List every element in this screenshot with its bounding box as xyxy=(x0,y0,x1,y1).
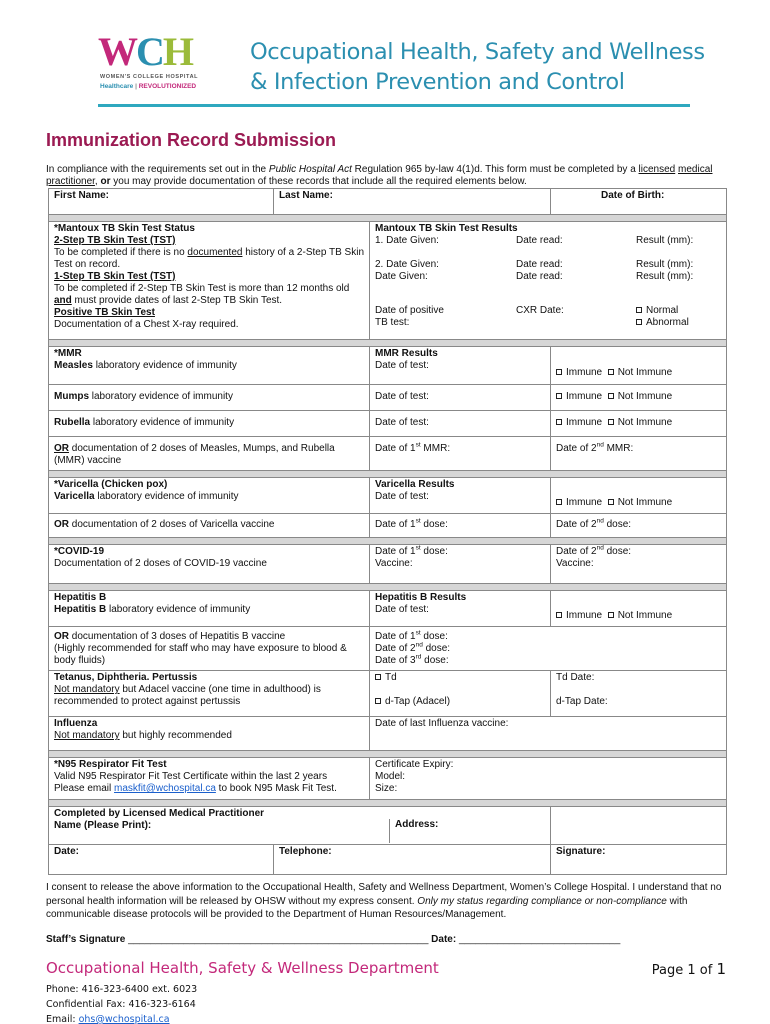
varicella-immune-cell xyxy=(551,478,727,514)
hepb-cell xyxy=(49,591,370,627)
tb-two-step-desc xyxy=(54,247,364,271)
immune-option[interactable] xyxy=(556,367,602,378)
intro-part: , xyxy=(94,176,101,187)
text-part: To be completed if 2-Step TB Skin Test is more than 12 months old xyxy=(54,283,350,294)
tb-one-step-desc xyxy=(54,283,364,307)
page-number xyxy=(652,960,726,978)
logo-tagline xyxy=(100,83,196,90)
spacer-row xyxy=(49,215,727,222)
spacer-row xyxy=(49,538,727,545)
practitioner-address-field[interactable]: Address: xyxy=(389,819,438,843)
department-title-line1: Occupational Health, Safety and Wellness xyxy=(250,39,705,65)
abnormal-option[interactable] xyxy=(636,317,689,329)
covid-dose1-cell xyxy=(370,545,551,584)
immune-label: Immune xyxy=(566,417,603,428)
text-part: dose: xyxy=(421,655,449,666)
spacer-cell xyxy=(49,471,727,478)
practitioner-date-field[interactable]: Date: xyxy=(49,845,274,875)
intro-act: Public Hospital Act xyxy=(268,164,352,175)
hepb-immune-cell xyxy=(551,591,727,627)
varicella-dose1-field[interactable] xyxy=(370,514,551,538)
measles-label: Measles xyxy=(54,360,93,371)
spacer-cell xyxy=(49,340,727,347)
immune-label: Immune xyxy=(566,497,603,508)
text-sup: st xyxy=(415,441,421,449)
text-part: laboratory evidence of immunity xyxy=(89,391,233,402)
gap xyxy=(375,247,721,259)
not-immune-option[interactable] xyxy=(608,367,672,378)
flu-title: Influenza xyxy=(54,718,98,729)
practitioner-telephone-field[interactable]: Telephone: xyxy=(274,845,551,875)
checkbox-icon[interactable] xyxy=(636,307,642,313)
text-part: Date of 2 xyxy=(375,643,416,654)
checkbox-icon[interactable] xyxy=(636,319,642,325)
varicella-doses-cell xyxy=(49,514,370,538)
immune-option[interactable] xyxy=(556,610,602,621)
intro-or: or xyxy=(100,176,111,187)
text-part: Date of 2 xyxy=(556,519,597,530)
text-sup: nd xyxy=(596,544,604,552)
staff-date-label: Date: xyxy=(431,934,457,945)
department-title-line2: & Infection Prevention and Control xyxy=(250,69,625,95)
text-part: dose: xyxy=(420,519,448,530)
not-immune-label: Not Immune xyxy=(617,497,673,508)
covid-vaccine2-field[interactable]: Vaccine: xyxy=(556,558,594,569)
checkbox-icon[interactable] xyxy=(556,499,562,505)
mumps-row xyxy=(49,385,727,411)
logo-hospital-name: WOMEN'S COLLEGE HOSPITAL xyxy=(100,74,199,80)
logo-mark xyxy=(98,29,193,74)
measles-immune-cell xyxy=(551,347,727,385)
spacer-cell xyxy=(49,538,727,545)
maskfit-email-link[interactable]: maskfit@wchospital.ca xyxy=(114,783,216,794)
text-part: must provide dates of last 2-Step TB Skin Test. xyxy=(71,295,283,306)
immunization-table xyxy=(48,188,727,875)
varicella-desc xyxy=(54,491,364,503)
or-label: OR xyxy=(54,519,69,530)
n95-title: *N95 Respirator Fit Test xyxy=(54,759,167,770)
spacer-cell xyxy=(49,584,727,591)
positive-date-field[interactable] xyxy=(375,305,516,329)
practitioner-fields xyxy=(54,820,550,843)
text-part: Please email xyxy=(54,783,115,794)
abnormal-label: Abnormal xyxy=(646,317,689,328)
spacer-cell xyxy=(49,215,727,222)
covid-dose1-field[interactable] xyxy=(375,546,545,558)
tb-positive-title: Positive TB Skin Test xyxy=(54,307,155,318)
immune-label: Immune xyxy=(566,367,603,378)
rubella-row xyxy=(49,411,727,437)
varicella-date-cell xyxy=(370,478,551,514)
date-of-test-field[interactable]: Date of test: xyxy=(375,360,429,371)
measles-desc xyxy=(54,360,364,372)
immune-option[interactable] xyxy=(556,391,602,402)
intro-part: In compliance with the requirements set out in the xyxy=(46,164,269,175)
checkbox-icon[interactable] xyxy=(556,393,562,399)
text-part: but highly recommended xyxy=(119,730,232,741)
checkbox-icon[interactable] xyxy=(375,698,381,704)
spacer-cell xyxy=(49,800,727,807)
hepb-dose1-field[interactable] xyxy=(375,631,721,643)
tdap-cell xyxy=(49,671,370,717)
rubella-immune-cell xyxy=(551,411,727,437)
covid-desc: Documentation of 2 doses of COVID-19 vaccine xyxy=(54,558,267,569)
measles-date-cell xyxy=(370,347,551,385)
ohs-email-link[interactable]: ohs@wchospital.ca xyxy=(78,1014,170,1024)
or-label: OR xyxy=(54,631,69,642)
tagline-revolutionized: REVOLUTIONIZED xyxy=(138,83,197,90)
n95-cell xyxy=(49,758,370,800)
date-read-field[interactable]: Date read: xyxy=(516,259,563,270)
text-part: To be completed if there is no xyxy=(54,247,188,258)
not-mandatory-label: Not mandatory xyxy=(54,730,120,741)
last-name-field[interactable]: Last Name: xyxy=(274,189,551,215)
varicella-label: Varicella xyxy=(54,491,95,502)
flu-desc xyxy=(54,730,364,742)
text-part: laboratory evidence of immunity xyxy=(94,491,239,502)
date-read-field[interactable]: Date read: xyxy=(516,235,563,246)
text-sup: st xyxy=(415,629,421,637)
text-sup: st xyxy=(415,517,421,525)
model-field[interactable]: Model: xyxy=(375,771,406,782)
hepb-dose2-field[interactable] xyxy=(375,643,721,655)
mmr-date2-field[interactable] xyxy=(551,437,727,471)
footer-phone: Phone: 416-323-6400 ext. 6023 xyxy=(46,984,198,995)
text-part: to book N95 Mask Fit Test. xyxy=(215,783,337,794)
text-part: Page 1 of xyxy=(651,963,717,978)
tb-row xyxy=(49,222,727,340)
text-part: but Adacel vaccine (one time in adulthood) is recommended to protect against pertussis xyxy=(54,684,321,707)
practitioner-name-cell xyxy=(49,807,551,845)
not-immune-label: Not Immune xyxy=(617,391,673,402)
practitioner-name-field[interactable]: Name (Please Print): xyxy=(54,820,152,831)
wch-logo xyxy=(98,29,228,94)
normal-option[interactable] xyxy=(636,305,689,317)
dtap-option[interactable] xyxy=(375,696,545,708)
tb-result-3 xyxy=(375,271,721,283)
normal-label: Normal xyxy=(646,305,679,316)
checkbox-icon[interactable] xyxy=(608,393,614,399)
text-part: dose: xyxy=(420,546,448,557)
positive-date-label2: TB test: xyxy=(375,317,410,328)
n95-fields-cell xyxy=(370,758,727,800)
not-immune-option[interactable] xyxy=(608,610,672,621)
cxr-result xyxy=(636,305,689,329)
intro-text xyxy=(46,164,726,188)
hepb-doses-cell xyxy=(49,627,370,671)
rubella-label: Rubella xyxy=(54,417,91,428)
not-immune-label: Not Immune xyxy=(617,367,673,378)
text-part: Date of 1 xyxy=(375,546,416,557)
text-part: with communicable disease protocols will be provided to the Department of Human Resources/Management. xyxy=(46,895,688,920)
checkbox-icon[interactable] xyxy=(608,369,614,375)
checkbox-icon[interactable] xyxy=(375,674,381,680)
mmr-doses-row xyxy=(49,437,727,471)
footer-contact xyxy=(46,982,197,1024)
footer-email xyxy=(46,1012,197,1024)
date-of-test-field[interactable]: Date of test: xyxy=(370,385,551,411)
tb-one-step-title: 1-Step TB Skin Test (TST) xyxy=(54,271,176,282)
mumps-cell xyxy=(49,385,370,411)
date-given-field[interactable]: Date Given: xyxy=(375,271,428,282)
varicella-dose2-field[interactable] xyxy=(551,514,727,538)
text-part: laboratory evidence of immunity xyxy=(106,604,251,615)
not-immune-option[interactable] xyxy=(608,391,672,402)
tb-results-cell xyxy=(370,222,727,340)
text-italic: Only my status regarding compliance or non-compliance xyxy=(417,895,667,907)
staff-date-field[interactable]: _____________________________ xyxy=(458,934,621,945)
text-underline: documented xyxy=(187,247,243,258)
mmr-title: *MMR xyxy=(54,348,82,359)
hepb-desc xyxy=(54,604,364,616)
spacer-row xyxy=(49,340,727,347)
tb-two-step-title: 2-Step TB Skin Test (TST) xyxy=(54,235,176,246)
checkbox-icon[interactable] xyxy=(556,419,562,425)
covid-row xyxy=(49,545,727,584)
address-extension-cell xyxy=(551,807,727,845)
checkbox-icon[interactable] xyxy=(608,419,614,425)
logo-letter-c: C xyxy=(136,29,163,74)
td-option[interactable] xyxy=(375,672,545,696)
spacer-cell xyxy=(49,751,727,758)
text-part: documentation of 2 doses of Varicella vaccine xyxy=(69,519,275,530)
hepb-results-title: Hepatitis B Results xyxy=(375,592,467,603)
mmr-date1-field[interactable] xyxy=(370,437,551,471)
checkbox-icon[interactable] xyxy=(556,369,562,375)
text-sup: nd xyxy=(596,441,604,449)
text-part: dose: xyxy=(603,546,632,557)
practitioner-signature-field[interactable]: Signature: xyxy=(551,845,727,875)
practitioner-sign-row xyxy=(49,845,727,875)
varicella-title: *Varicella (Chicken pox) xyxy=(54,479,168,490)
covid-vaccine1-field[interactable]: Vaccine: xyxy=(375,558,413,569)
page-header xyxy=(0,0,770,115)
tdap-row xyxy=(49,671,727,717)
date-of-test-field[interactable]: Date of test: xyxy=(375,491,429,502)
text-sup: nd xyxy=(415,641,423,649)
hepb-date-cell xyxy=(370,591,551,627)
mmr-results-title: MMR Results xyxy=(375,348,438,359)
tb-result-2 xyxy=(375,259,721,271)
text-part: dose: xyxy=(603,519,632,530)
tagline-healthcare: Healthcare xyxy=(100,83,134,90)
td-date-field[interactable]: Td Date: xyxy=(556,672,595,683)
hepb-doses-row xyxy=(49,627,727,671)
text-part: Date of 1 xyxy=(375,631,416,642)
measles-row xyxy=(49,347,727,385)
not-mandatory-label: Not mandatory xyxy=(54,684,120,695)
hepb-or-line xyxy=(54,631,364,643)
not-immune-label: Not Immune xyxy=(617,610,673,621)
practitioner-title: Completed by Licensed Medical Practitioner xyxy=(54,808,265,819)
immune-option[interactable] xyxy=(556,417,602,428)
hepb-dose3-field[interactable] xyxy=(375,655,721,667)
not-immune-label: Not Immune xyxy=(617,417,673,428)
spacer-row xyxy=(49,800,727,807)
cert-expiry-field[interactable]: Certificate Expiry: xyxy=(375,759,454,770)
n95-line1: Valid N95 Respirator Fit Test Certificate within the last 2 years xyxy=(54,771,328,782)
immune-label: Immune xyxy=(566,391,603,402)
first-name-field[interactable]: First Name: xyxy=(49,189,274,215)
hepb-dates-cell xyxy=(370,627,727,671)
text-part: Date of 1 xyxy=(375,519,416,530)
dtap-date-field[interactable]: d-Tap Date: xyxy=(556,696,608,707)
tagline-separator: | xyxy=(135,83,137,90)
text-part: laboratory evidence of immunity xyxy=(90,417,235,428)
staff-signature-line xyxy=(46,934,620,945)
practitioner-row xyxy=(49,807,727,845)
email-label: Email: xyxy=(46,1014,79,1024)
text-underline: and xyxy=(54,295,72,306)
dtap-label: d-Tap (Adacel) xyxy=(385,696,451,707)
result-mm-field[interactable]: Result (mm): xyxy=(636,259,694,270)
covid-title: *COVID-19 xyxy=(54,546,105,557)
text-part: MMR: xyxy=(420,443,451,454)
spacer-row xyxy=(49,584,727,591)
tdap-options-cell xyxy=(370,671,551,717)
cxr-date-field[interactable]: CXR Date: xyxy=(516,305,564,316)
tdap-dates-cell xyxy=(551,671,727,717)
immune-label: Immune xyxy=(566,610,603,621)
covid-dose2-field[interactable] xyxy=(556,546,721,558)
staff-signature-field[interactable]: ______________________________________________________ xyxy=(128,934,429,945)
not-immune-option[interactable] xyxy=(608,417,672,428)
not-immune-option[interactable] xyxy=(608,497,672,508)
text-part: Date of 2 xyxy=(556,546,597,557)
text-part: dose: xyxy=(422,643,451,654)
text-part: Date of 1 xyxy=(375,443,416,454)
tb-results-title: Mantoux TB Skin Test Results xyxy=(375,223,518,234)
hepb-note: (Highly recommended for staff who may have exposure to blood & body fluids) xyxy=(54,643,347,666)
checkbox-icon[interactable] xyxy=(608,612,614,618)
intro-underline: licensed xyxy=(638,164,676,175)
hepb-title: Hepatitis B xyxy=(54,592,107,603)
mmr-doses-cell xyxy=(49,437,370,471)
mumps-immune-cell xyxy=(551,385,727,411)
tb-positive-results xyxy=(375,305,721,329)
hepb-label: Hepatitis B xyxy=(54,604,107,615)
gap xyxy=(375,283,721,305)
text-part: 1 xyxy=(716,960,726,978)
logo-letter-w: W xyxy=(98,29,136,74)
intro-part: you may provide documentation of these records that include all the required elements below. xyxy=(110,176,527,187)
covid-dose2-cell xyxy=(551,545,727,584)
tb-status-cell xyxy=(49,222,370,340)
positive-date-label: Date of positive xyxy=(375,305,444,316)
spacer-row xyxy=(49,751,727,758)
dob-field[interactable]: Date of Birth: xyxy=(551,189,727,215)
text-part: I consent to release the above information to the Occupational Health, Safety and Wellness Department, Women’s College Hospital. I understand that no personal health information will be released by OHSW without my express consent. xyxy=(46,882,722,907)
result-mm-field[interactable]: Result (mm): xyxy=(636,235,694,246)
varicella-results-title: Varicella Results xyxy=(375,479,455,490)
tb-positive-desc: Documentation of a Chest X-ray required. xyxy=(54,319,239,330)
name-row xyxy=(49,189,727,215)
varicella-cell xyxy=(49,478,370,514)
text-part: documentation of 3 doses of Hepatitis B vaccine xyxy=(69,631,286,642)
intro-part: Regulation 965 by-law 4(1)d. This form must be completed by a xyxy=(351,164,639,175)
staff-signature-label: Staff’s Signature xyxy=(46,934,126,945)
text-part: documentation of 2 doses of Measles, Mumps, and Rubella (MMR) vaccine xyxy=(54,443,335,466)
form-title: Immunization Record Submission xyxy=(46,130,337,150)
footer-department: Occupational Health, Safety & Wellness Department xyxy=(46,959,439,977)
td-label: Td xyxy=(385,672,397,683)
tb-status-title: *Mantoux TB Skin Test Status xyxy=(54,223,195,234)
covid-cell xyxy=(49,545,370,584)
rubella-cell xyxy=(49,411,370,437)
result-mm-field[interactable]: Result (mm): xyxy=(636,271,694,282)
flu-date-field[interactable]: Date of last Influenza vaccine: xyxy=(370,717,727,751)
hepb-row xyxy=(49,591,727,627)
logo-letter-h: H xyxy=(162,29,193,74)
checkbox-icon[interactable] xyxy=(556,612,562,618)
measles-cell xyxy=(49,347,370,385)
header-divider xyxy=(98,104,690,107)
text-part: MMR: xyxy=(603,443,634,454)
date-given-field[interactable]: 2. Date Given: xyxy=(375,259,439,270)
department-title xyxy=(250,37,705,97)
intro-underline: medical practitioner xyxy=(46,164,713,187)
varicella-doses-row xyxy=(49,514,727,538)
text-sup: rd xyxy=(415,653,422,661)
text-part: dose: xyxy=(420,631,448,642)
date-of-test-field[interactable]: Date of test: xyxy=(370,411,551,437)
varicella-row xyxy=(49,478,727,514)
flu-cell xyxy=(49,717,370,751)
checkbox-icon[interactable] xyxy=(608,499,614,505)
consent-text xyxy=(46,881,730,922)
or-label: OR xyxy=(54,443,69,454)
date-read-field[interactable]: Date read: xyxy=(516,271,563,282)
tdap-title: Tetanus, Diphtheria. Pertussis xyxy=(54,672,198,683)
size-field[interactable]: Size: xyxy=(375,783,398,794)
text-sup: st xyxy=(415,544,421,552)
flu-row xyxy=(49,717,727,751)
date-of-test-field[interactable]: Date of test: xyxy=(375,604,429,615)
text-part: Date of 3 xyxy=(375,655,416,666)
immune-option[interactable] xyxy=(556,497,602,508)
n95-line2 xyxy=(54,783,364,795)
spacer-row xyxy=(49,471,727,478)
text-part: laboratory evidence of immunity xyxy=(92,360,237,371)
text-part: Date of 2 xyxy=(556,443,597,454)
text-sup: nd xyxy=(596,517,604,525)
tdap-desc xyxy=(54,684,364,708)
tb-result-1 xyxy=(375,235,721,247)
n95-row xyxy=(49,758,727,800)
text-part: history of a 2-Step TB Skin Test on record. xyxy=(54,247,365,270)
footer-fax: Confidential Fax: 416-323-6164 xyxy=(46,999,196,1010)
date-given-field[interactable]: 1. Date Given: xyxy=(375,235,439,246)
mumps-label: Mumps xyxy=(54,391,89,402)
